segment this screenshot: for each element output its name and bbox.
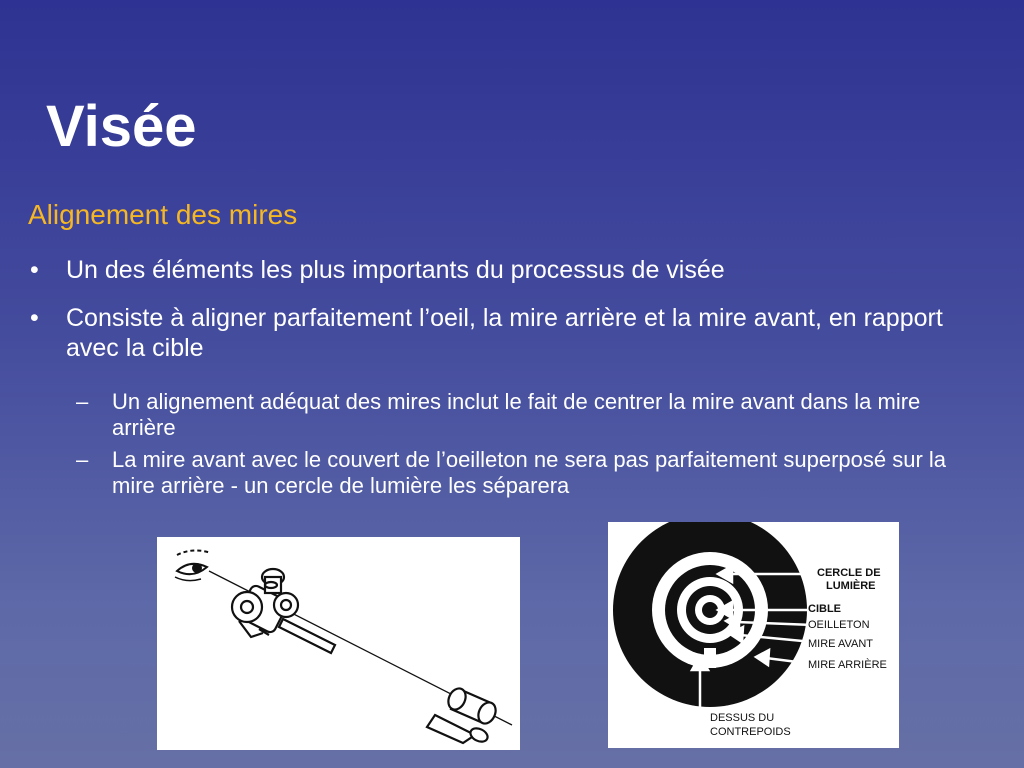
sight-alignment-illustration <box>157 537 520 750</box>
subbullet-item <box>76 389 956 441</box>
rear-sight-icon <box>232 569 335 653</box>
subbullet-marker: – <box>76 389 89 414</box>
label-mire-avant: MIRE AVANT <box>808 638 873 650</box>
label-cercle-de-lumiere-2: LUMIÈRE <box>826 580 876 592</box>
bullet-text: Un des éléments les plus importants du processus de visée <box>66 256 725 284</box>
subbullet-list <box>76 389 956 505</box>
subbullet-text: Un alignement adéquat des mires inclut le fait de centrer la mire avant dans la mire arrière <box>112 389 921 440</box>
label-contrepoids: CONTREPOIDS <box>710 726 791 738</box>
eyebrow-line <box>177 550 211 555</box>
label-cercle-de-lumiere-1: CERCLE DE <box>817 567 881 579</box>
front-sight-icon <box>427 686 499 745</box>
slide-title: Visée <box>46 94 197 159</box>
bullet-marker: • <box>30 256 39 284</box>
label-oeilleton: OEILLETON <box>808 619 870 631</box>
subbullet-marker: – <box>76 447 89 472</box>
eye-icon <box>175 563 207 581</box>
label-mire-arriere: MIRE ARRIÈRE <box>808 659 887 671</box>
subbullet-item <box>76 447 956 499</box>
target-diagram <box>608 522 899 748</box>
label-cible: CIBLE <box>808 603 841 615</box>
bullet-list <box>28 255 988 381</box>
target-drawing <box>608 522 899 748</box>
bullet-item <box>28 303 988 363</box>
slide-subtitle: Alignement des mires <box>28 199 298 230</box>
subbullet-text: La mire avant avec le couvert de l’oeilleton ne sera pas parfaitement superposé sur la mire arrière - un cercle de lumière les séparera <box>112 447 947 498</box>
label-dessus-du: DESSUS DU <box>710 712 775 724</box>
sight-alignment-drawing <box>157 537 520 750</box>
bullet-text: Consiste à aligner parfaitement l’oeil, la mire arrière et la mire avant, en rapport avec la cible <box>66 304 943 362</box>
bullet-item <box>28 255 988 285</box>
bullet-marker: • <box>30 304 39 332</box>
